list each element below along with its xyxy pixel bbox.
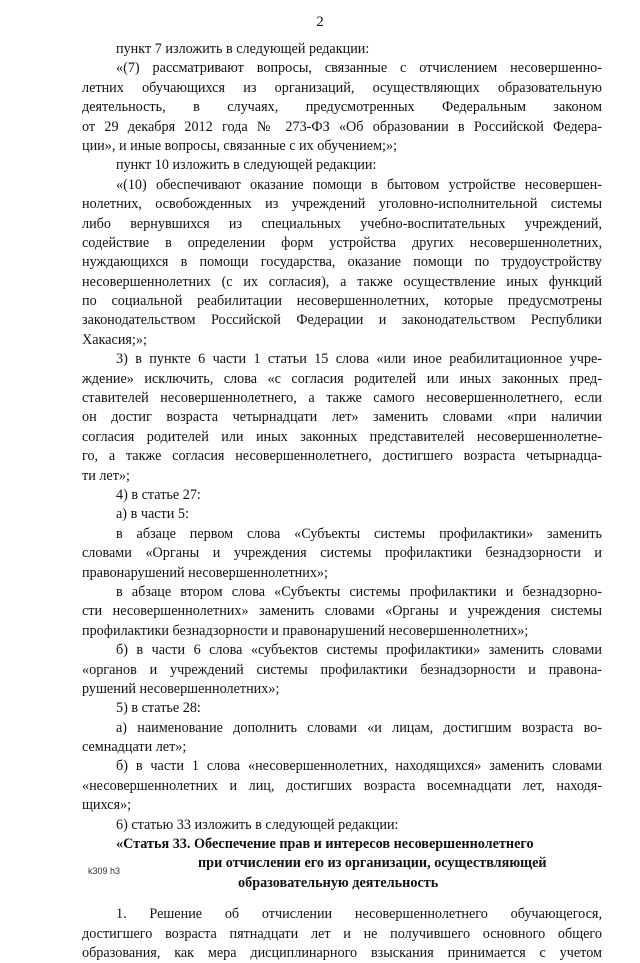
text-line: «(7) рассматривают вопросы, связанные с отчислением несовершенно- [116,60,602,77]
text-line: несовершеннолетних (с их согласия), а также осуществление иных функций [82,273,602,290]
text-line: б) в части 6 слова «субъектов системы профилактики» заменить словами [116,642,602,659]
text-line: 6) статью 33 изложить в следующей редакции: [116,816,399,833]
text-line: «органов и учреждений системы профилактики безнадзорности и правона- [82,661,602,678]
text-line: а) в части 5: [116,506,189,523]
page-number: 2 [316,14,324,30]
text-line: по социальной реабилитации несовершеннолетних, которые предусмотрены [82,293,602,310]
text-line: в абзаце первом слова «Субъекты системы профилактики» заменить [116,525,602,542]
text-line: законодательством Российской Федерации и законодательством Республики [82,312,602,329]
text-line: словами «Органы и учреждения системы профилактики безнадзорности и [82,545,602,562]
text-line: 1. Решение об отчислении несовершеннолетнего обучающегося, [116,906,602,923]
text-line: от 29 декабря 2012 года № 273-ФЗ «Об образовании в Российской Федера- [82,118,602,135]
footer-code: k309 h3 [88,866,121,876]
text-line: ждение» исключить, слова «с согласия родителей или иных законных пред- [82,370,602,387]
text-line: б) в части 1 слова «несовершеннолетних, находящихся» заменить словами [116,758,602,775]
text-line: пункт 7 изложить в следующей редакции: [116,41,370,57]
body-lines [82,40,602,835]
article-body-lines [82,905,602,963]
text-line: сти несовершеннолетних» заменить словами «Органы и учреждения системы [82,603,602,620]
text-line: содействие в определении форм устройства других несовершеннолетних, [82,234,602,251]
text-line: семнадцати лет»; [82,739,187,756]
article-title: «Статья 33. Обеспечение прав и интересов несовершеннолетнего [116,836,534,853]
text-line: 4) в статье 27: [116,486,201,503]
text-line: пункт 10 изложить в следующей редакции: [116,157,377,174]
text-line: достигшего возраста пятнадцати лет и не получившего основного общего [82,925,602,942]
text-line: правонарушений несовершеннолетних»; [82,564,328,581]
text-line: «(10) обеспечивают оказание помощи в бытовом устройстве несовершен- [116,176,602,193]
text-line: профилактики безнадзорности и правонарушений несовершеннолетних»; [82,622,529,639]
text-line: щихся»; [82,797,132,814]
article-title-line-3: образовательную деятельность [238,874,439,891]
text-line: «несовершеннолетних и лиц, достигших возраста восемнадцати лет, находя- [82,777,602,794]
text-line: либо вернувшихся из специальных учебно-воспитательных учреждений, [82,215,602,232]
text-line: ставителей несовершеннолетнего, а также самого несовершеннолетнего, если [82,390,602,407]
text-line: нуждающихся в помощи государства, оказание помощи по трудоустройству [82,254,602,271]
text-line: го, а также согласия несовершеннолетнего, достигшего возраста четырнадца- [82,448,602,465]
text-line: летних обучающихся из организаций, осуществляющих образовательную [82,79,602,96]
article-title-line-2: при отчислении его из организации, осуществляющей [198,855,547,872]
text-line: ти лет»; [82,467,130,484]
text-line: нолетних, освобожденных из учреждений уголовно-исполнительной системы [82,196,602,213]
text-line: ции», и иные вопросы, связанные с их обучением;»; [82,137,398,154]
text-line: Хакасия;»; [82,331,147,348]
text-line: он достиг возраста четырнадцати лет» заменить словами «при наличии [82,409,602,426]
text-line: а) наименование дополнить словами «и лицам, достигшим возраста во- [116,719,602,736]
text-line: образования, как мера дисциплинарного взыскания принимается с учетом [82,944,602,961]
text-line: рушений несовершеннолетних»; [82,680,280,697]
text-line: 3) в пункте 6 части 1 статьи 15 слова «или иное реабилитационное учре- [116,351,602,368]
spacer [82,893,602,905]
text-line: в абзаце втором слова «Субъекты системы профилактики и безнадзорно- [116,583,602,600]
text-line: 5) в статье 28: [116,700,201,717]
text-line: деятельность, в случаях, предусмотренных Федеральным законом [82,99,602,116]
document-body [82,40,602,963]
text-line: согласия родителей или иных законных представителей несовершеннолетне- [82,428,602,445]
